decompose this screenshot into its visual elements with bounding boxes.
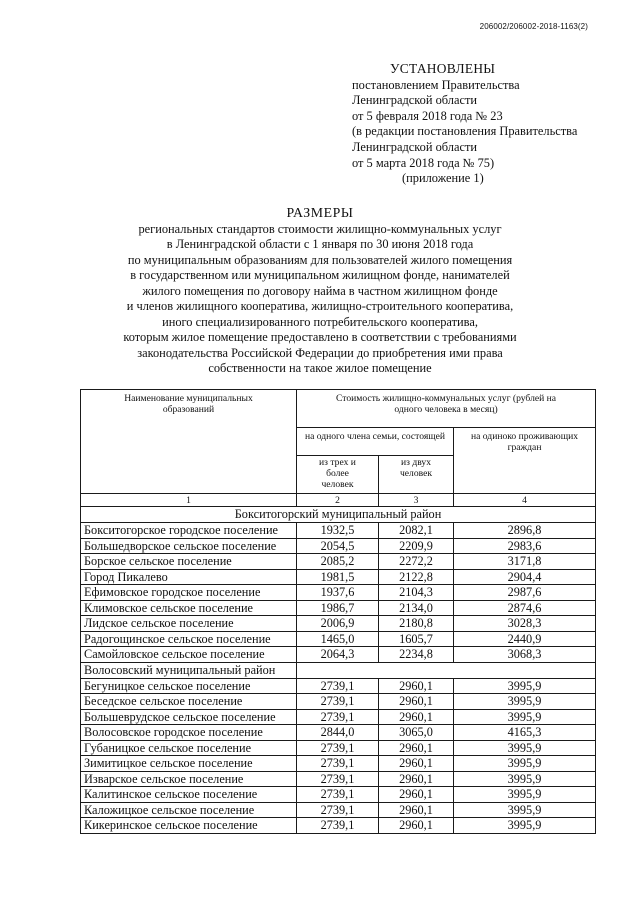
municipality-cell: Радогощинское сельское поселение [81, 631, 297, 647]
value-two: 1605,7 [379, 631, 454, 647]
table-row [81, 631, 596, 647]
value-single: 3995,9 [454, 818, 596, 834]
title-line: которым жилое помещение предоставлено в соответствии с требованиями [123, 330, 517, 344]
value-single: 4165,3 [454, 725, 596, 741]
value-two: 2209,9 [379, 538, 454, 554]
table-row [81, 818, 596, 834]
value-two: 3065,0 [379, 725, 454, 741]
value-single: 3995,9 [454, 740, 596, 756]
district-row [81, 507, 596, 523]
value-two: 2104,3 [379, 585, 454, 601]
column-number: 3 [379, 494, 454, 507]
value-single: 3171,8 [454, 554, 596, 570]
column-number: 4 [454, 494, 596, 507]
municipality-cell: Самойловское сельское поселение [81, 647, 297, 663]
approval-line: от 5 марта 2018 года № 75) [352, 155, 495, 170]
value-two: 2960,1 [379, 694, 454, 710]
column-number: 2 [297, 494, 379, 507]
municipality-cell: Климовское сельское поселение [81, 600, 297, 616]
value-single: 3995,9 [454, 678, 596, 694]
value-three-plus: 2739,1 [297, 818, 379, 834]
municipality-cell: Борское сельское поселение [81, 554, 297, 570]
municipality-cell: Ефимовское городское поселение [81, 585, 297, 601]
table-row [81, 523, 596, 539]
title-line: по муниципальным образованиям для пользователей жилого помещения [127, 252, 513, 267]
municipality-cell: Губаницкое сельское поселение [81, 740, 297, 756]
municipality-cell: Беседское сельское поселение [81, 694, 297, 710]
district-name: Бокситогорский муниципальный район [81, 507, 596, 523]
district-row [81, 662, 596, 678]
value-three-plus: 1465,0 [297, 631, 379, 647]
value-three-plus: 2739,1 [297, 694, 379, 710]
municipality-cell: Волосовское городское поселение [81, 725, 297, 741]
value-single: 3995,9 [454, 756, 596, 772]
municipality-cell: Лидское сельское поселение [81, 616, 297, 632]
value-three-plus: 2739,1 [297, 787, 379, 803]
value-three-plus: 2739,1 [297, 802, 379, 818]
value-three-plus: 1937,6 [297, 585, 379, 601]
title-line: законодательства Российской Федерации до приобретения ими права [137, 345, 503, 360]
table-row [81, 585, 596, 601]
title-line: в Ленинградской области с 1 января по 30 июня 2018 года [166, 237, 474, 251]
title-line: в государственном или муниципальном жилищном фонде, нанимателей [130, 268, 510, 282]
approval-line: постановлением Правительства [352, 77, 520, 92]
value-two: 2960,1 [379, 678, 454, 694]
value-single: 2440,9 [454, 631, 596, 647]
table-row [81, 756, 596, 772]
municipality-cell: Бокситогорское городское поселение [81, 523, 297, 539]
value-two: 2234,8 [379, 647, 454, 663]
value-single: 3995,9 [454, 694, 596, 710]
municipality-cell: Калитинское сельское поселение [81, 787, 297, 803]
value-single: 3995,9 [454, 802, 596, 818]
title-line: жилого помещения по договору найма в частном жилищном фонде [142, 283, 498, 298]
table-row [81, 538, 596, 554]
title-line: иного специализированного потребительского кооператива, [162, 314, 478, 329]
district-name: Волосовский муниципальный район [81, 662, 297, 678]
table-row [81, 709, 596, 725]
column-number: 1 [81, 494, 297, 507]
table-row [81, 694, 596, 710]
empty-cell [297, 662, 596, 678]
value-two: 2960,1 [379, 802, 454, 818]
value-single: 2983,6 [454, 538, 596, 554]
value-two: 2960,1 [379, 709, 454, 725]
municipality-cell: Зимитицкое сельское поселение [81, 756, 297, 772]
value-two: 2960,1 [379, 771, 454, 787]
value-single: 3028,3 [454, 616, 596, 632]
value-two: 2134,0 [379, 600, 454, 616]
value-three-plus: 1932,5 [297, 523, 379, 539]
value-two: 2960,1 [379, 787, 454, 803]
approval-line: Ленинградской области [352, 139, 478, 154]
value-three-plus: 2054,5 [297, 538, 379, 554]
value-two: 2122,8 [379, 569, 454, 585]
table-row [81, 725, 596, 741]
value-three-plus: 2739,1 [297, 678, 379, 694]
value-three-plus: 1986,7 [297, 600, 379, 616]
table-header [81, 390, 596, 507]
value-three-plus: 2844,0 [297, 725, 379, 741]
municipality-cell: Большеврудское сельское поселение [81, 709, 297, 725]
value-three-plus: 2006,9 [297, 616, 379, 632]
value-three-plus: 2739,1 [297, 771, 379, 787]
header-cost: Стоимость жилищно-коммунальных услуг (рублей на одного человека в месяц) [297, 390, 596, 428]
header-per-member: на одного члена семьи, состоящей [297, 428, 454, 456]
value-three-plus: 2064,3 [297, 647, 379, 663]
table-row [81, 616, 596, 632]
header-three-plus: из трех и более человек [297, 456, 379, 494]
title-line: региональных стандартов стоимости жилищно-коммунальных услуг [138, 221, 502, 236]
approval-appendix: (приложение 1) [402, 171, 484, 186]
rates-table [80, 389, 596, 834]
municipality-cell: Кикеринское сельское поселение [81, 818, 297, 834]
value-three-plus: 2085,2 [297, 554, 379, 570]
value-two: 2960,1 [379, 756, 454, 772]
municipality-cell: Изварское сельское поселение [81, 771, 297, 787]
value-single: 2987,6 [454, 585, 596, 601]
value-single: 2904,4 [454, 569, 596, 585]
table-row [81, 787, 596, 803]
municipality-cell: Бегуницкое сельское поселение [81, 678, 297, 694]
table-row [81, 600, 596, 616]
value-three-plus: 1981,5 [297, 569, 379, 585]
table-row [81, 569, 596, 585]
municipality-cell: Каложицкое сельское поселение [81, 802, 297, 818]
value-two: 2082,1 [379, 523, 454, 539]
municipality-cell: Большедворское сельское поселение [81, 538, 297, 554]
header-two: из двух человек [379, 456, 454, 494]
value-three-plus: 2739,1 [297, 709, 379, 725]
value-two: 2180,8 [379, 616, 454, 632]
header-municipality: Наименование муниципальных образований [81, 390, 297, 494]
value-two: 2272,2 [379, 554, 454, 570]
approval-line: Ленинградской области [352, 93, 478, 108]
table-row [81, 740, 596, 756]
table-row [81, 802, 596, 818]
title-line: и членов жилищного кооператива, жилищно-строительного кооператива, [126, 299, 514, 313]
value-single: 3995,9 [454, 709, 596, 725]
approval-line: от 5 февраля 2018 года № 23 [352, 108, 503, 123]
value-three-plus: 2739,1 [297, 756, 379, 772]
value-single: 3068,3 [454, 647, 596, 663]
approval-block [352, 61, 622, 187]
document-title [30, 205, 610, 377]
approval-line: (в редакции постановления Правительства [352, 124, 578, 139]
table-body [81, 507, 596, 834]
table-row [81, 554, 596, 570]
table-row [81, 771, 596, 787]
document-id: 206002/206002-2018-1163(2) [479, 22, 588, 31]
table-row [81, 647, 596, 663]
approval-heading: УСТАНОВЛЕНЫ [390, 61, 496, 76]
value-single: 3995,9 [454, 787, 596, 803]
value-two: 2960,1 [379, 740, 454, 756]
title-line: собственности на такое жилое помещение [208, 361, 432, 375]
value-three-plus: 2739,1 [297, 740, 379, 756]
header-single: на одиноко проживающих граждан [454, 428, 596, 494]
value-single: 2896,8 [454, 523, 596, 539]
municipality-cell: Город Пикалево [81, 569, 297, 585]
value-single: 2874,6 [454, 600, 596, 616]
value-two: 2960,1 [379, 818, 454, 834]
title-heading: РАЗМЕРЫ [286, 205, 354, 220]
table-row [81, 678, 596, 694]
value-single: 3995,9 [454, 771, 596, 787]
